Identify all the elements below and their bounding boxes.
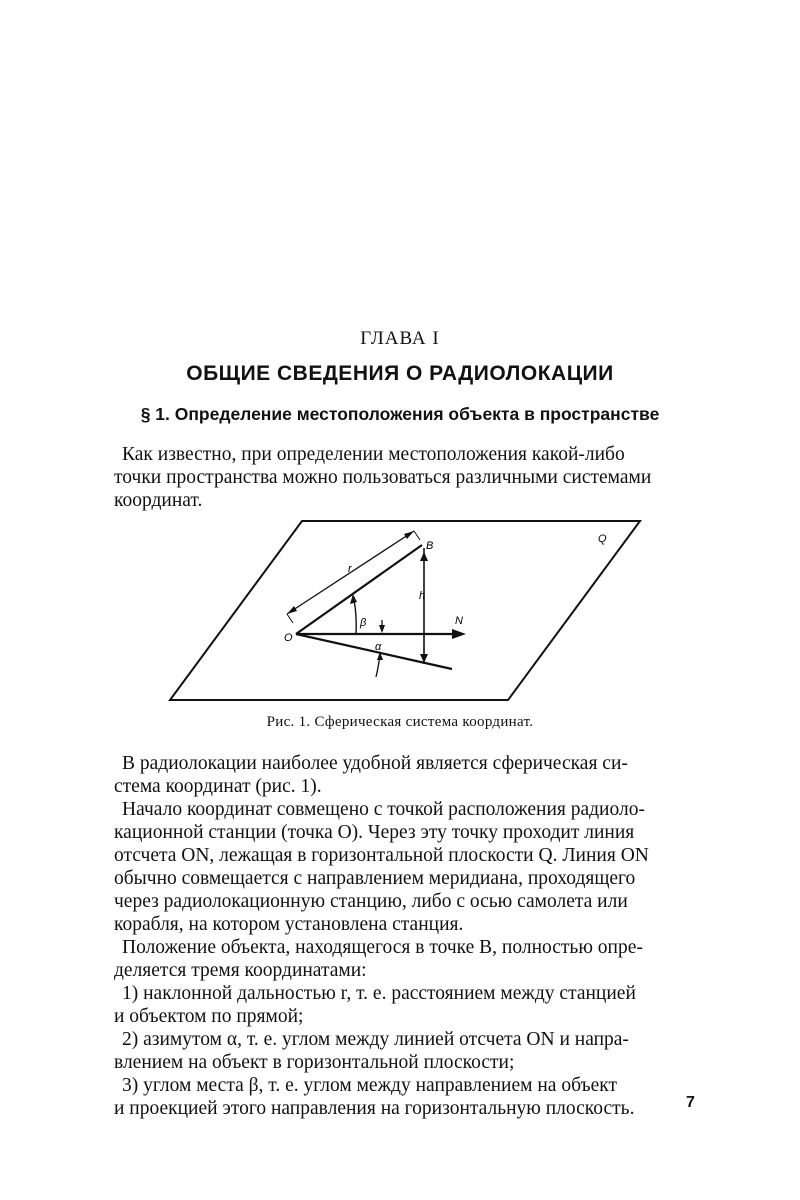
text-line: через радиолокационную станцию, либо с осью самолета или (114, 891, 628, 912)
text-line: 1) наклонной дальностью r, т. е. расстоянием между станцией (122, 983, 636, 1004)
text-line: и проекцией этого направления на горизонтальную плоскость. (114, 1098, 635, 1119)
label-q: Q (598, 533, 607, 545)
range-line-ob (296, 545, 422, 634)
text-line: Начало координат совмещено с точкой расположения радиоло- (122, 799, 645, 820)
section-title: § 1. Определение местоположения объекта в пространстве (140, 404, 660, 424)
text-line: кационной станции (точка O). Через эту точку проходит линия (114, 822, 635, 843)
intro-paragraph (114, 443, 714, 512)
label-h: h (419, 590, 426, 602)
text-line: и объектом по прямой; (114, 1006, 304, 1027)
arrow-icon (404, 531, 414, 539)
label-beta: β (360, 617, 367, 629)
label-o: O (284, 632, 293, 644)
plane-q (170, 521, 640, 700)
text-line: 2) азимутом α, т. е. углом между линией отсчета ON и напра- (122, 1029, 629, 1050)
spherical-coordinate-figure (160, 512, 650, 712)
page-number: 7 (686, 1094, 695, 1111)
text-line: Положение объекта, находящегося в точке B, полностью опре- (122, 937, 643, 958)
text-line: отсчета ON, лежащая в горизонтальной плоскости Q. Линия ON (114, 845, 649, 866)
arrow-n-icon (452, 629, 466, 639)
label-b: B (426, 540, 434, 552)
text-line: В радиолокации наиболее удобной является сферическая си- (122, 753, 628, 774)
chapter-title: ОБЩИЕ СВЕДЕНИЯ О РАДИОЛОКАЦИИ (186, 362, 614, 385)
text-line: обычно совмещается с направлением меридиана, проходящего (114, 868, 636, 889)
projection-line (296, 634, 452, 669)
text-line: точки пространства можно пользоваться различными системами (114, 467, 652, 488)
arrow-icon (420, 552, 428, 561)
label-n: N (455, 615, 463, 627)
text-line: координат. (114, 490, 203, 511)
text-line: деляется тремя координатами: (114, 960, 367, 981)
arrow-icon (379, 625, 385, 633)
label-alpha: α (375, 641, 382, 653)
arrow-icon (287, 606, 297, 614)
text-line: стема координат (рис. 1). (114, 776, 322, 797)
body-text (114, 752, 714, 1120)
chapter-number: ГЛАВА I (360, 328, 440, 349)
text-line: корабля, на котором установлена станция. (114, 914, 464, 935)
text-line: влением на объект в горизонтальной плоскости; (114, 1052, 515, 1073)
text-line: 3) углом места β, т. е. углом между направлением на объект (122, 1075, 617, 1096)
figure-caption: Рис. 1. Сферическая система координат. (266, 714, 534, 730)
label-r: r (348, 563, 352, 575)
text-line: Как известно, при определении местоположения какой-либо (122, 444, 625, 465)
